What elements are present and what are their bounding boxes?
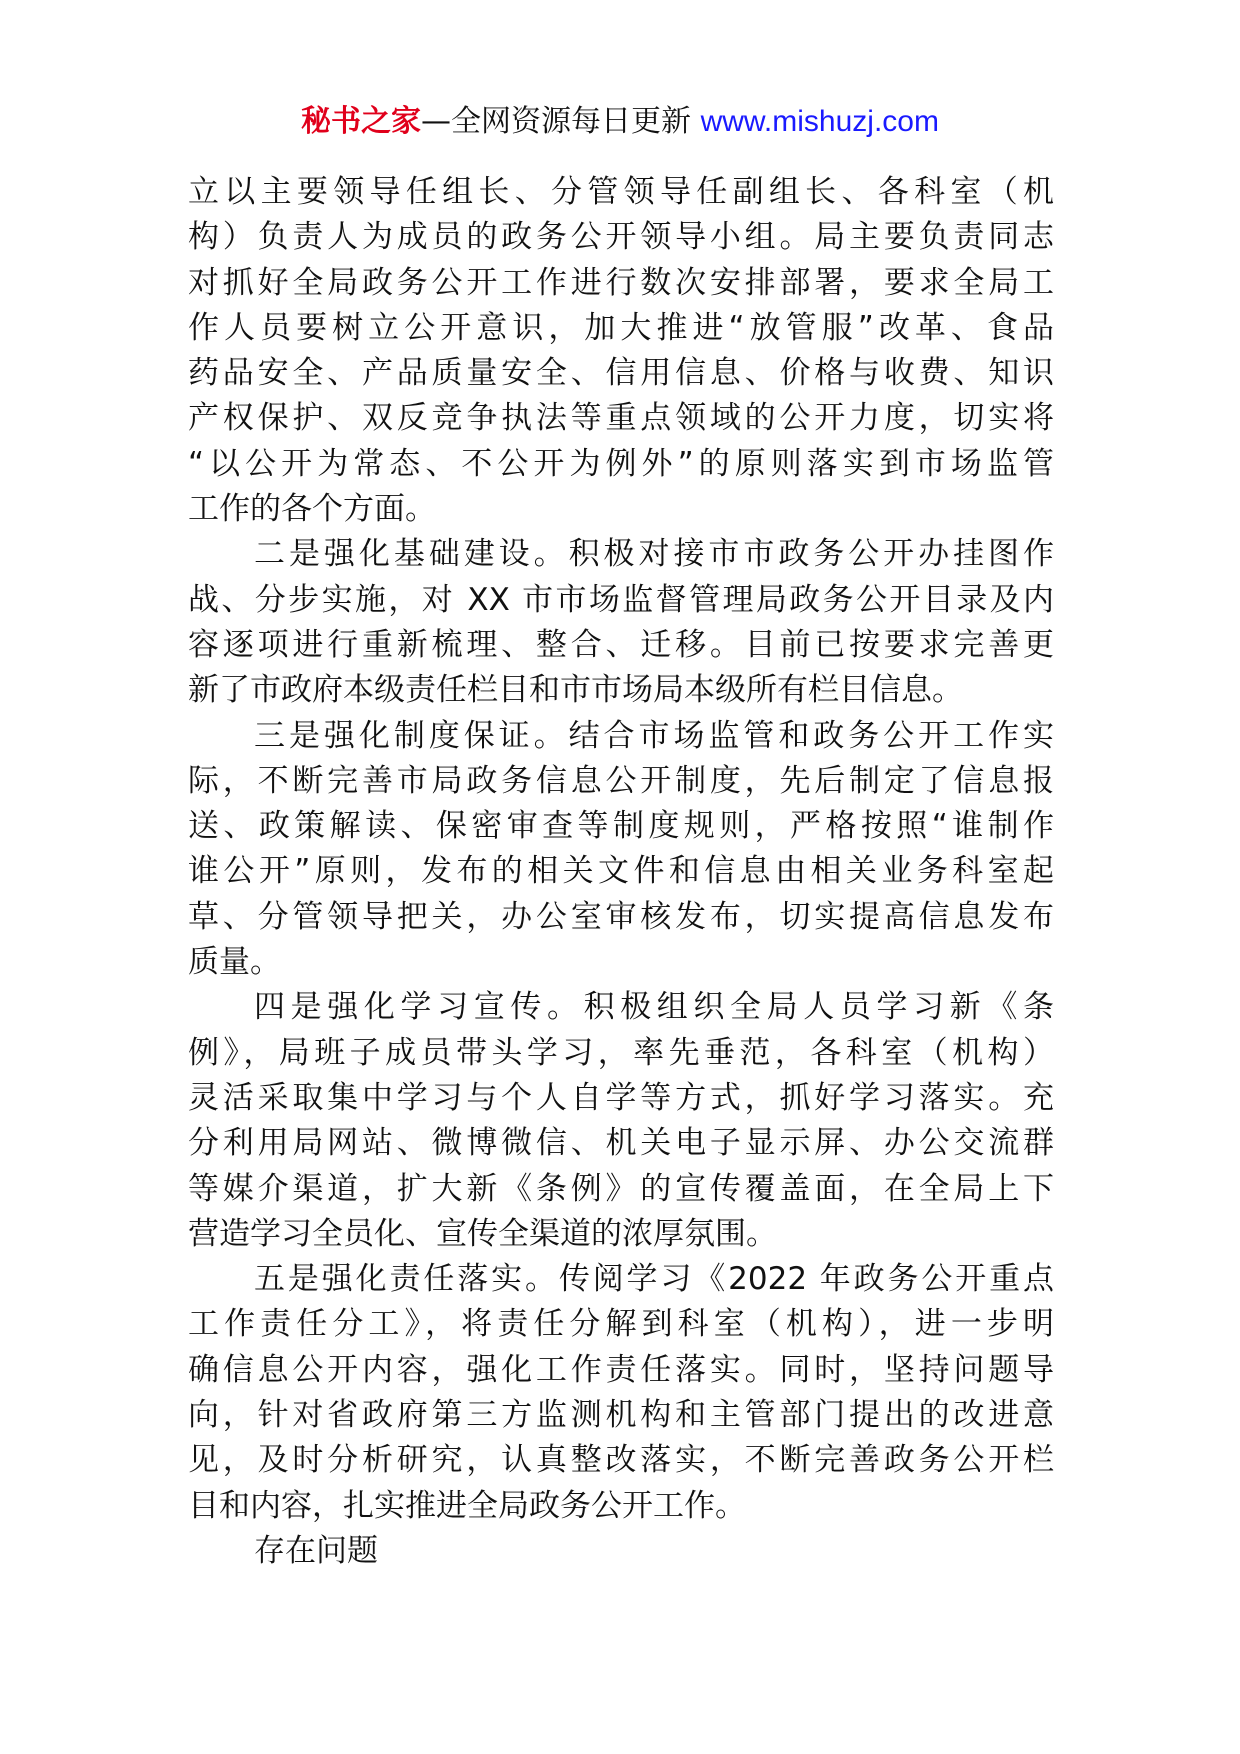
text-line: 例》，局班子成员带头学习，率先垂范，各科室（机构） <box>188 1034 1054 1071</box>
text-line: 灵活采取集中学习与个人自学等方式，抓好学习落实。充 <box>188 1079 1054 1116</box>
text-line: 战、分步实施，对 XX 市市场监督管理局政务公开目录及内 <box>188 581 1054 618</box>
text-line: 作人员要树立公开意识，加大推进“放管服”改革、食品 <box>188 309 1054 346</box>
text-line: 分利用局网站、微博微信、机关电子显示屏、办公交流群 <box>188 1125 1054 1162</box>
text-line: 产权保护、双反竞争执法等重点领域的公开力度，切实将 <box>188 400 1054 437</box>
text-line: 见，及时分析研究，认真整改落实，不断完善政务公开栏 <box>188 1442 1054 1479</box>
page-header <box>0 100 1240 144</box>
text-line: 等媒介渠道，扩大新《条例》的宣传覆盖面，在全局上下 <box>188 1170 1054 1207</box>
paragraph-first-line: 四是强化学习宣传。积极组织全局人员学习新《条 <box>254 989 1054 1026</box>
paragraph-first-line: 三是强化制度保证。结合市场监管和政务公开工作实 <box>254 717 1054 754</box>
site-brand: 秘书之家 <box>301 104 422 139</box>
text-line: 谁公开”原则，发布的相关文件和信息由相关业务科室起 <box>188 853 1054 890</box>
text-line: 对抓好全局政务公开工作进行数次安排部署，要求全局工 <box>188 264 1054 301</box>
text-line: 新了市政府本级责任栏目和市市场局本级所有栏目信息。 <box>188 672 963 709</box>
paragraph-first-line: 二是强化基础建设。积极对接市市政务公开办挂图作 <box>254 536 1054 573</box>
text-line: 营造学习全员化、宣传全渠道的浓厚氛围。 <box>188 1215 777 1252</box>
text-line: 质量。 <box>188 944 281 981</box>
text-line: 立以主要领导任组长、分管领导任副组长、各科室（机 <box>188 174 1054 210</box>
text-line: 草、分管领导把关，办公室审核发布，切实提高信息发布 <box>188 898 1054 935</box>
text-line: 向，针对省政府第三方监测机构和主管部门提出的改进意 <box>188 1397 1054 1434</box>
text-line: 工作的各个方面。 <box>188 491 436 528</box>
site-tagline: —全网资源每日更新 <box>421 104 692 139</box>
text-line: 送、政策解读、保密审查等制度规则，严格按照“谁制作 <box>188 808 1054 845</box>
paragraph-first-line: 五是强化责任落实。传阅学习《2022 年政务公开重点 <box>254 1261 1054 1298</box>
text-line: 确信息公开内容，强化工作责任落实。同时，坚持问题导 <box>188 1351 1054 1388</box>
text-line: 药品安全、产品质量安全、信用信息、价格与收费、知识 <box>188 355 1054 392</box>
text-line: 容逐项进行重新梳理、整合、迁移。目前已按要求完善更 <box>188 626 1054 663</box>
text-line: 工作责任分工》，将责任分解到科室（机构），进一步明 <box>188 1306 1054 1343</box>
text-line: 构）负责人为成员的政务公开领导小组。局主要负责同志 <box>188 219 1054 256</box>
text-line: 际，不断完善市局政务信息公开制度，先后制定了信息报 <box>188 762 1054 799</box>
text-line: 目和内容，扎实推进全局政务公开工作。 <box>188 1487 746 1524</box>
paragraph-first-line: 存在问题 <box>254 1532 378 1569</box>
text-line: “以公开为常态、不公开为例外”的原则落实到市场监管 <box>188 445 1054 482</box>
document-body <box>188 170 1054 1574</box>
site-url-link[interactable]: www.mishuzj.com <box>700 105 939 138</box>
